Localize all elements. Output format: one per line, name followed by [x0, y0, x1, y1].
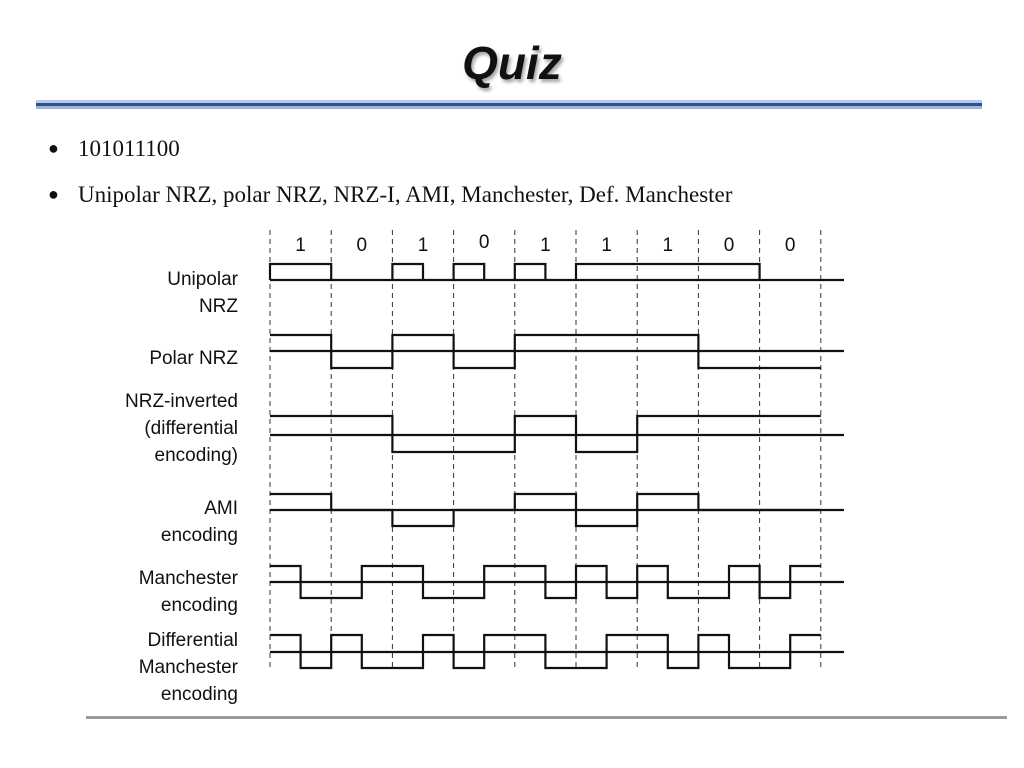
waveform-pulse	[392, 264, 423, 280]
waveform-pulse	[454, 264, 485, 280]
bit-label: 0	[784, 235, 796, 256]
bit-label: 0	[356, 235, 368, 256]
bit-label: 0	[723, 235, 735, 256]
signal-label: Manchester	[138, 657, 238, 678]
bit-label: 0	[478, 232, 490, 253]
signal-label: (differential	[144, 418, 238, 439]
signal-label: AMI	[204, 498, 238, 519]
signal-label: Differential	[147, 630, 238, 651]
footer-divider	[86, 716, 1007, 719]
signal-label: encoding	[160, 595, 238, 616]
signal-label: Manchester	[138, 568, 238, 589]
slide-title: Quiz	[462, 37, 562, 89]
bit-label: 1	[295, 235, 306, 256]
signal-label: encoding	[160, 684, 238, 705]
waveform-pulse	[576, 264, 760, 280]
signal-label: encoding	[160, 525, 238, 546]
signal-label: Polar NRZ	[149, 348, 238, 369]
bullet-dot-icon: ●	[48, 184, 59, 205]
signal-label: Unipolar	[167, 269, 238, 290]
bit-label: 1	[417, 235, 429, 256]
waveform-pulse	[270, 264, 331, 280]
bullet-text: Unipolar NRZ, polar NRZ, NRZ-I, AMI, Manchester, Def. Manchester	[78, 182, 733, 207]
bullet-text: 101011100	[78, 136, 180, 161]
waveform-pulse	[515, 264, 546, 280]
signal-label: NRZ-inverted	[125, 391, 238, 412]
bit-label: 1	[601, 235, 612, 256]
bit-label: 1	[662, 235, 674, 256]
bit-label: 1	[540, 235, 551, 256]
bullet-dot-icon: ●	[48, 138, 59, 159]
signal-label: encoding)	[154, 445, 238, 466]
signal-label: NRZ	[198, 296, 238, 317]
